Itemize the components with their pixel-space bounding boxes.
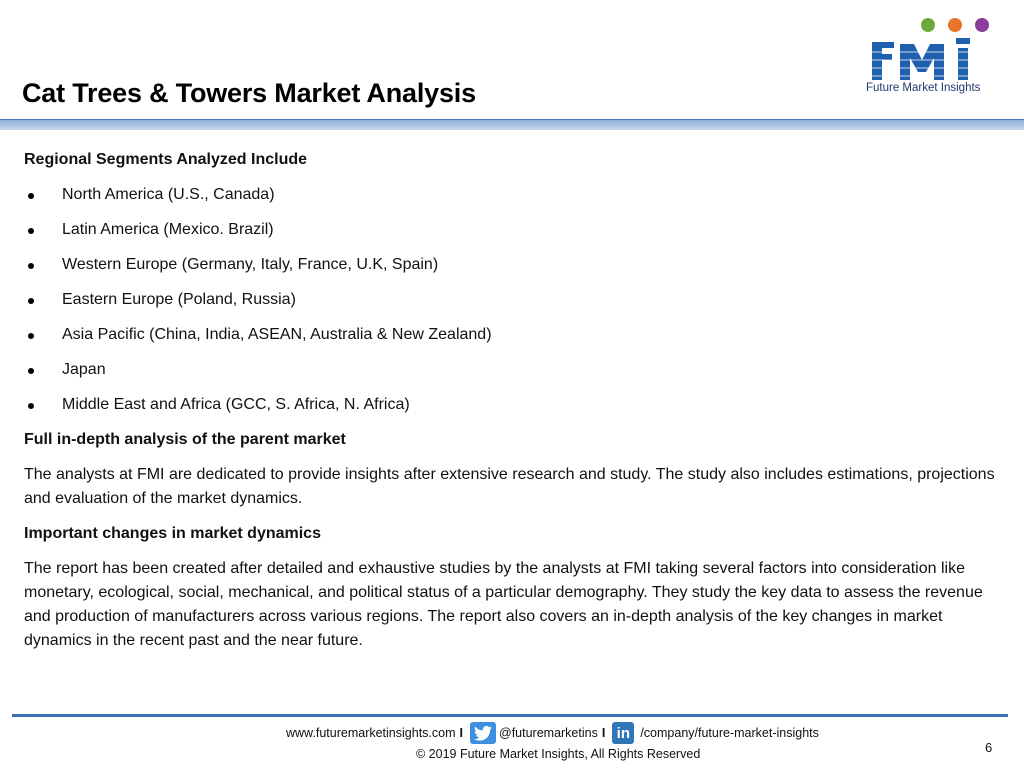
separator: I bbox=[601, 726, 606, 740]
bullet-icon bbox=[28, 368, 34, 374]
website-link[interactable]: www.futuremarketinsights.com bbox=[286, 726, 456, 740]
region-text: Latin America (Mexico. Brazil) bbox=[62, 221, 274, 238]
region-text: Japan bbox=[62, 361, 106, 378]
logo-orange-dot bbox=[948, 18, 962, 32]
list-item bbox=[24, 358, 1004, 382]
list-item bbox=[24, 253, 1004, 277]
region-text: Asia Pacific (China, India, ASEAN, Australia & New Zealand) bbox=[62, 326, 492, 343]
list-item bbox=[24, 183, 1004, 207]
dynamics-heading: Important changes in market dynamics bbox=[24, 525, 321, 542]
region-text: North America (U.S., Canada) bbox=[62, 186, 275, 203]
list-item bbox=[24, 393, 1004, 417]
bullet-icon bbox=[28, 333, 34, 339]
regions-list bbox=[24, 183, 1004, 417]
region-text: Middle East and Africa (GCC, S. Africa, N. Africa) bbox=[62, 396, 410, 413]
list-item bbox=[24, 288, 1004, 312]
slide-title: Cat Trees & Towers Market Analysis bbox=[22, 78, 476, 108]
title-divider-bar bbox=[0, 120, 1024, 130]
parent-market-paragraph: The analysts at FMI are dedicated to provide insights after extensive research and study. The study also includes estimations, projections and evaluation of the market dynamics. bbox=[24, 466, 995, 507]
list-item bbox=[24, 323, 1004, 347]
separator: I bbox=[459, 726, 463, 740]
slide-content bbox=[24, 148, 1004, 664]
logo-purple-dot bbox=[975, 18, 989, 32]
linkedin-link[interactable]: /company/future-market-insights bbox=[640, 726, 819, 740]
bullet-icon bbox=[28, 403, 34, 409]
parent-market-heading: Full in-depth analysis of the parent market bbox=[24, 431, 346, 448]
linkedin-icon[interactable]: in bbox=[612, 722, 634, 744]
region-text: Eastern Europe (Poland, Russia) bbox=[62, 291, 296, 308]
bullet-icon bbox=[28, 228, 34, 234]
dynamics-paragraph: The report has been created after detailed and exhaustive studies by the analysts at FMI taking several factors into consideration like monetary, ecological, social, mechanical, and political status of a particular demography. They study the key data to assess the revenue and production of manufacturers across various regions. The report also covers an in-depth analysis of the key changes in market dynamics in the recent past and the near future. bbox=[24, 560, 983, 649]
logo-letters bbox=[872, 38, 970, 80]
footer-divider bbox=[12, 714, 1008, 717]
logo-green-dot bbox=[921, 18, 935, 32]
bullet-icon bbox=[28, 263, 34, 269]
copyright-text: © 2019 Future Market Insights, All Rights Reserved bbox=[416, 747, 701, 761]
twitter-handle[interactable]: @futuremarketins bbox=[499, 726, 598, 740]
logo-caption: Future Market Insights bbox=[866, 82, 981, 94]
list-item bbox=[24, 218, 1004, 242]
footer-links bbox=[286, 722, 819, 744]
twitter-icon[interactable] bbox=[470, 722, 496, 744]
page-number: 6 bbox=[985, 740, 993, 755]
bullet-icon bbox=[28, 193, 34, 199]
bullet-icon bbox=[28, 298, 34, 304]
region-text: Western Europe (Germany, Italy, France, U.K, Spain) bbox=[62, 256, 439, 273]
regional-heading: Regional Segments Analyzed Include bbox=[24, 151, 308, 168]
